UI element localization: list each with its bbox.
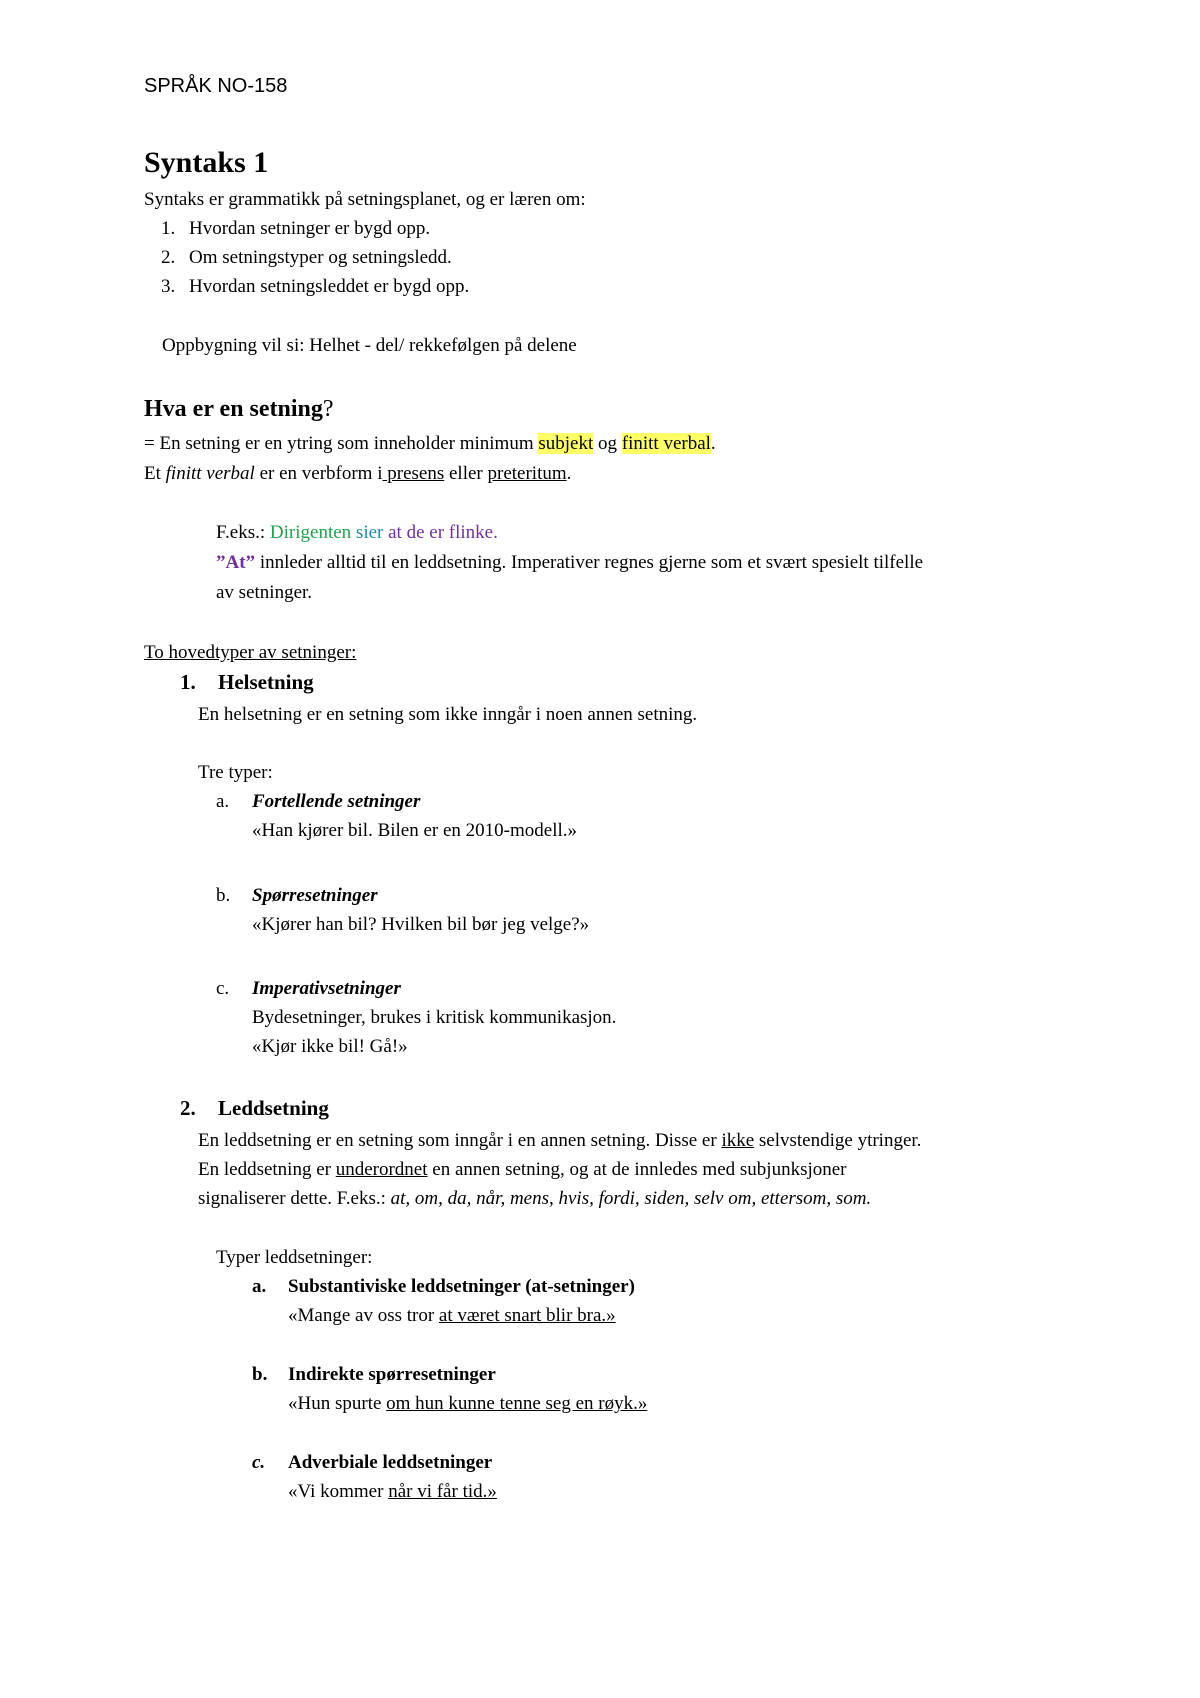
- definition-text: og: [593, 433, 622, 454]
- leddsetning-desc-line: [198, 1187, 871, 1211]
- type-example: [288, 1304, 616, 1328]
- type-example: «Kjører han bil? Hvilken bil bør jeg velge?»: [252, 914, 590, 935]
- leddsetning-type: [252, 1363, 496, 1387]
- type-name: Indirekte spørresetninger: [288, 1364, 496, 1385]
- type-letter: b.: [216, 885, 231, 906]
- type-name: Adverbiale leddsetninger: [288, 1452, 493, 1473]
- example-clause: når vi får tid.»: [388, 1481, 497, 1502]
- heading-question-mark: ?: [322, 396, 334, 422]
- leddsetning-type: [252, 1451, 492, 1475]
- leddsetning-desc-line: [198, 1158, 847, 1182]
- example-clause: at været snart blir bra.»: [438, 1305, 616, 1326]
- type-name: Imperativsetninger: [252, 978, 401, 999]
- desc-text: En leddsetning er: [198, 1159, 336, 1180]
- definition-text: er en verbform i: [254, 463, 383, 484]
- at-note-continued: av setninger.: [216, 582, 313, 603]
- section-heading: [144, 394, 334, 424]
- example-text: «Mange av oss tror: [288, 1305, 439, 1326]
- example-sentence: [216, 521, 498, 545]
- term-finitt-verbal: finitt verbal: [165, 463, 255, 484]
- type-letter: c.: [216, 978, 230, 999]
- type-name: Spørresetninger: [252, 885, 378, 906]
- definition-text: eller: [444, 463, 488, 484]
- definition-text: .: [710, 433, 716, 454]
- list-number: 2.: [161, 247, 176, 268]
- leddsetning-heading: [180, 1095, 329, 1121]
- type-letter: b.: [252, 1364, 268, 1385]
- heading-text: Leddsetning: [218, 1096, 329, 1120]
- heading-text: Hva er en setning: [144, 396, 323, 422]
- example-text: «Hun spurte: [288, 1393, 387, 1414]
- list-number: 1.: [161, 218, 176, 239]
- at-note: [216, 551, 923, 575]
- example-subject: Dirigenten: [269, 522, 352, 543]
- definition-text: Et: [144, 463, 166, 484]
- example-verb: sier: [351, 522, 384, 543]
- type-letter: c.: [252, 1452, 266, 1473]
- tre-typer-label: Tre typer:: [198, 762, 273, 783]
- list-number: 3.: [161, 276, 176, 297]
- definition-text: = En setning er en ytring som inneholder minimum: [144, 433, 539, 454]
- typer-leddsetninger-label: Typer leddsetninger:: [216, 1247, 373, 1268]
- at-note-text: innleder alltid til en leddsetning. Imperativer regnes gjerne som et svært spesielt tilfelle: [255, 552, 924, 573]
- list-text: Hvordan setningsleddet er bygd opp.: [189, 276, 470, 297]
- example-clause: om hun kunne tenne seg en røyk.»: [386, 1393, 648, 1414]
- type-example: «Han kjører bil. Bilen er en 2010-modell.»: [252, 820, 578, 841]
- type-example: [288, 1480, 497, 1504]
- setning-definition: [144, 432, 716, 456]
- term-ikke: ikke: [721, 1130, 755, 1151]
- type-description: Bydesetninger, brukes i kritisk kommunikasjon.: [252, 1007, 617, 1028]
- desc-text: signaliserer dette. F.eks.:: [198, 1188, 391, 1209]
- document-header: SPRÅK NO-158: [144, 75, 288, 97]
- desc-text: en annen setning, og at de innledes med subjunksjoner: [427, 1159, 847, 1180]
- intro-list-item: [161, 275, 469, 299]
- term-preteritum: preteritum: [487, 463, 567, 484]
- page-title: Syntaks 1: [144, 146, 269, 179]
- at-keyword: ”At”: [216, 552, 256, 573]
- desc-text: selvstendige ytringer.: [754, 1130, 922, 1151]
- leddsetning-type: [252, 1275, 635, 1299]
- intro-list-item: [161, 246, 452, 270]
- type-letter: a.: [216, 791, 230, 812]
- subjunction-list: at, om, da, når, mens, hvis, fordi, siden, selv om, ettersom, som.: [390, 1188, 872, 1209]
- highlight-subjekt: subjekt: [538, 433, 594, 454]
- helsetning-description: En helsetning er en setning som ikke inngår i noen annen setning.: [198, 704, 698, 725]
- list-text: Hvordan setninger er bygd opp.: [189, 218, 431, 239]
- two-types-label: To hovedtyper av setninger:: [144, 642, 357, 663]
- type-name: Substantiviske leddsetninger (at-setninger): [288, 1276, 635, 1297]
- finitt-verbal-definition: [144, 462, 571, 486]
- intro-list-item: [161, 217, 430, 241]
- definition-text: .: [566, 463, 572, 484]
- type-letter: a.: [252, 1276, 267, 1297]
- leddsetning-desc-line: [198, 1129, 921, 1153]
- term-presens: presens: [382, 463, 445, 484]
- example-label: F.eks.:: [216, 522, 270, 543]
- type-item: [216, 977, 401, 1001]
- type-item: [216, 790, 420, 814]
- example-clause: at de er flinke.: [383, 522, 498, 543]
- list-number: 2.: [180, 1096, 196, 1120]
- term-underordnet: underordnet: [335, 1159, 428, 1180]
- type-example: «Kjør ikke bil! Gå!»: [252, 1036, 408, 1057]
- intro-text: Syntaks er grammatikk på setningsplanet, og er læren om:: [144, 189, 586, 210]
- type-example: [288, 1392, 647, 1416]
- example-text: «Vi kommer: [288, 1481, 389, 1502]
- oppbygning-text: Oppbygning vil si: Helhet - del/ rekkefølgen på delene: [162, 335, 577, 356]
- type-item: [216, 884, 378, 908]
- heading-text: Helsetning: [218, 670, 314, 694]
- highlight-finitt-verbal: finitt verbal: [621, 433, 711, 454]
- list-text: Om setningstyper og setningsledd.: [189, 247, 452, 268]
- helsetning-heading: [180, 669, 314, 695]
- list-number: 1.: [180, 670, 196, 694]
- desc-text: En leddsetning er en setning som inngår i en annen setning. Disse er: [198, 1130, 722, 1151]
- type-name: Fortellende setninger: [252, 791, 421, 812]
